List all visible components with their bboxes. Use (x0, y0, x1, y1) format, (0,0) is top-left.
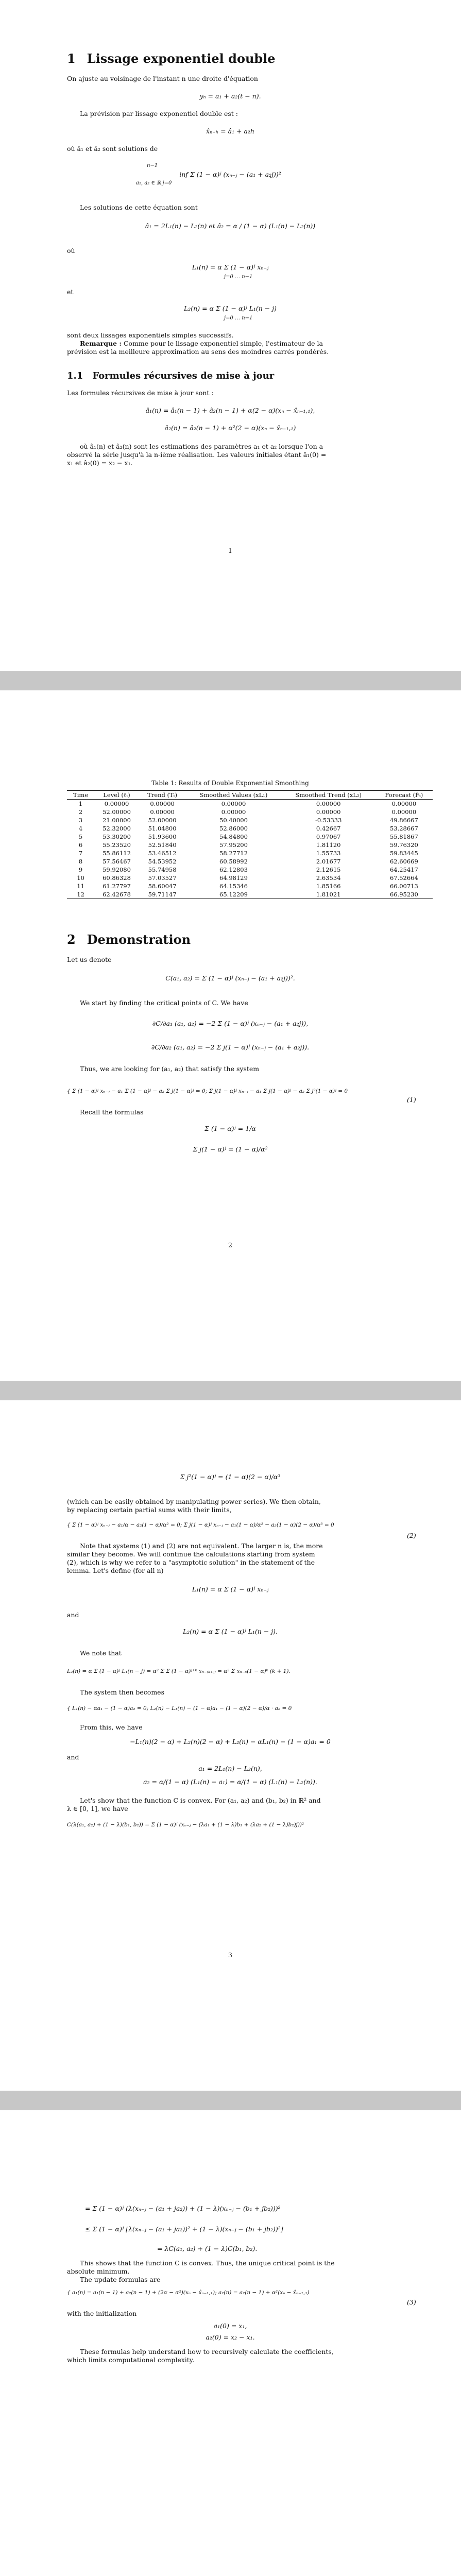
equation-recursive-1: â₁(n) = â₁(n − 1) + â₂(n − 1) + α(2 − α)(xₙ − x̂ₙ₋₁,₁), (145, 406, 315, 414)
table-cell: 0.97067 (316, 833, 341, 840)
equation-system-1: { Σ (1 − α)ʲ xₙ₋ⱼ − a₁ Σ (1 − α)ʲ − a₂ Σ j(1 − α)ʲ = 0; Σ j(1 − α)ʲ xₙ₋ⱼ − a₁ Σ j(1 − α)ʲ − a₂ Σ j²(1 − α)ʲ = 0 (67, 1088, 348, 1094)
equation-recall-1: Σ (1 − α)ʲ = 1/α (204, 1125, 256, 1132)
table-cell: 49.86667 (389, 817, 418, 824)
equation-dC2: ∂C/∂a₂ (a₁, a₂) = −2 Σ j(1 − α)ʲ (xₙ₋ⱼ − (a₁ + a₂j)). (151, 1043, 310, 1051)
table-cell: 51.93600 (148, 833, 177, 840)
table-cell: 1.55733 (316, 850, 341, 857)
forecast-intro: La prévision par lissage exponentiel double est : (80, 110, 238, 117)
table-row (67, 866, 433, 874)
table-cell: 59.83445 (389, 850, 418, 857)
table-cell: 52.51840 (148, 841, 177, 849)
note-line-1: Note that systems (1) and (2) are not equivalent. The larger n is, the more (80, 1542, 323, 1550)
table-row (67, 824, 433, 833)
equation-L1: L₁(n) = α Σ (1 − α)ʲ xₙ₋ⱼ (192, 263, 269, 271)
equation-inf: inf Σ (1 − α)ʲ (xₙ₋ⱼ − (a₁ + a₂j))² (179, 171, 281, 178)
equation-system-3: { L₁(n) − αa₁ − (1 − α)a₂ = 0; L₂(n) − L₁(n) − (1 − α)a₁ − (1 − α)(2 − α)/α · a₂ = 0 (67, 1705, 292, 1711)
table-cell: 62.60669 (389, 858, 418, 865)
final-line-2: which limits computational complexity. (67, 2356, 195, 2364)
section-heading-1: 1 Lissage exponentiel double (67, 51, 276, 66)
table-header-cell: Smoothed Values (xL₁) (185, 791, 281, 800)
table-cell: 52.86000 (219, 825, 248, 832)
table-row (67, 800, 433, 808)
table-header-cell: Forecast (F̂ₜ) (375, 791, 433, 800)
page-3 (0, 1400, 461, 2091)
system-line: Thus, we are looking for (a₁, a₂) that satisfy the system (80, 1065, 260, 1073)
table-cell: 54.84800 (219, 833, 248, 840)
table-cell: 66.95230 (375, 890, 433, 899)
table-cell: 0.00000 (391, 808, 417, 816)
table-row (67, 849, 433, 857)
table-cell: 9 (78, 866, 83, 873)
equation-square-sum: Σ j²(1 − α)ʲ = (1 − α)(2 − α)/α³ (180, 1473, 281, 1481)
table-cell: 57.03527 (148, 874, 177, 882)
table-cell: 0.00000 (221, 808, 246, 816)
table-cell: 55.23520 (103, 841, 131, 849)
remark-line-3: prévision est la meilleure approximation au sens des moindres carrés pondérés. (67, 348, 329, 355)
table-cell: 53.30200 (103, 833, 131, 840)
table-cell: 50.40000 (219, 817, 248, 824)
equation-convex-step-1: = Σ (1 − α)ʲ (λ(xₙ₋ⱼ − (a₁ + ja₂)) + (1 − λ)(xₙ₋ⱼ − (b₁ + jb₂)))² (85, 2205, 281, 2212)
table-cell: 64.98129 (219, 874, 248, 882)
table-cell: 2.63534 (316, 874, 341, 882)
convex-line-1: Let's show that the function C is convex. For (a₁, a₂) and (b₁, b₂) in ℝ² and (80, 1797, 321, 1804)
page-2 (0, 690, 461, 1381)
solutions-intro: où â₁ et â₂ sont solutions de (67, 145, 158, 152)
table-cell: 51.04800 (148, 825, 177, 832)
continuation-2: by replacing certain partial sums with their limits, (67, 1506, 232, 1514)
recursive-note-1: où â₁(n) et â₂(n) sont les estimations des paramètres a₁ et a₂ lorsque l'on a (80, 443, 323, 450)
equation-from: −L₁(n)(2 − α) + L₂(n)(2 − α) + L₂(n) − αL₁(n) − (1 − α)a₁ = 0 (130, 1738, 331, 1745)
results-table (67, 790, 433, 899)
equation-line: yₙ = a₁ + a₂(t − n). (199, 92, 261, 100)
equation-system-2: { Σ (1 − α)ʲ xₙ₋ⱼ − a₁/α − a₂(1 − α)/α² = 0; Σ j(1 − α)ʲ xₙ₋ⱼ − a₁(1 − α)/α² − a₂(1 − α)(2 − α)/α³ = 0 (67, 1522, 334, 1528)
recall-line: Recall the formulas (80, 1108, 144, 1116)
table-cell: 1.81120 (316, 841, 341, 849)
table-cell: 2.01677 (316, 858, 341, 865)
equation-tag-1: (1) (407, 1096, 416, 1104)
table-cell: 55.86112 (103, 850, 131, 857)
table-cell: 59.92080 (103, 866, 131, 873)
table-row (67, 874, 433, 882)
update-line: The update formulas are (80, 2276, 161, 2283)
table-cell: 64.25417 (389, 866, 418, 873)
note-line-3: (2), which is why we refer to a "asymptotic solution" in the statement of the (67, 1558, 315, 1566)
equation-L2: L₂(n) = α Σ (1 − α)ʲ L₁(n − j) (183, 304, 277, 312)
table-row (67, 808, 433, 816)
table-cell: 66.00713 (389, 883, 418, 890)
equation-convex: C(λ(a₁, a₂) + (1 − λ)(b₁, b₂)) = Σ (1 − α)ʲ (xₙ₋ⱼ − (λa₁ + (1 − λ)b₁ + (λa₂ + (1 − λ)b₂)j))² (67, 1822, 304, 1828)
table-cell: 6 (78, 841, 83, 849)
equation-solutions: â₁ = 2L₁(n) − L₂(n) et â₂ = α / (1 − α) (L₁(n) − L₂(n)) (145, 222, 316, 230)
table-cell: 52.32000 (103, 825, 131, 832)
equation-tag-3: (3) (407, 2298, 416, 2306)
table-cell: 8 (78, 858, 83, 865)
equation-a1: a₁ = 2L₁(n) − L₂(n), (198, 1765, 262, 1772)
table-row (67, 833, 433, 841)
equation-tag-2: (2) (407, 1532, 416, 1539)
table-cell: 67.52664 (389, 874, 418, 882)
note-line-4: lemma. Let's define (for all n) (67, 1567, 164, 1574)
table-caption: Table 1: Results of Double Exponential Smoothing (151, 779, 309, 787)
table-cell: 60.86328 (103, 874, 131, 882)
table-cell: 60.58992 (219, 858, 248, 865)
final-line-1: These formulas help understand how to recursively calculate the coefficients, (80, 2348, 334, 2355)
table-header-cell: Smoothed Trend (xL₂) (282, 791, 375, 800)
table-cell: 62.42678 (94, 890, 139, 899)
let-denote: Let us denote (67, 956, 112, 963)
table-cell: 1.85166 (316, 883, 341, 890)
shows-line-2: absolute minimum. (67, 2267, 130, 2275)
page-1 (0, 0, 461, 671)
convex-line-2: λ ∈ [0, 1], we have (67, 1805, 128, 1812)
table-cell: 53.28667 (389, 825, 418, 832)
word-and-1: and (67, 1611, 79, 1619)
page-number-3: 3 (228, 1951, 232, 1959)
word-et: et (67, 288, 74, 296)
table-cell: 2.12615 (316, 866, 341, 873)
table-cell: 64.15346 (219, 883, 248, 890)
table-cell: 59.71147 (139, 890, 186, 899)
table-cell: 58.27712 (219, 850, 248, 857)
table-cell: 61.27797 (103, 883, 131, 890)
solutions-line: Les solutions de cette équation sont (80, 204, 198, 211)
equation-inf-lower: a₁, a₂ ∈ ℝ j=0 (136, 180, 172, 186)
equation-L1-def: L₁(n) = α Σ (1 − α)ʲ xₙ₋ⱼ (192, 1585, 269, 1593)
page-4 (0, 2110, 461, 2576)
table-cell: 59.76320 (389, 841, 418, 849)
remark-label: Remarque : (80, 340, 122, 347)
table-cell: 5 (78, 833, 83, 840)
table-row (67, 816, 433, 824)
table-cell: 0.00000 (221, 800, 246, 807)
table-cell: 0.00000 (150, 808, 175, 816)
table-cell: 54.53952 (148, 858, 177, 865)
table-cell: 52.00000 (148, 817, 177, 824)
table-cell: 1 (78, 800, 83, 807)
continuation-1: (which can be easily obtained by manipulating power series). We then obtain, (67, 1498, 321, 1505)
equation-recursive-2: â₂(n) = â₂(n − 1) + α²(2 − α)(xₙ − x̂ₙ₋₁,₁) (164, 424, 296, 432)
table-cell: 21.00000 (103, 817, 131, 824)
table-cell: 53.46512 (148, 850, 177, 857)
table-header-cell: Trend (Tₜ) (139, 791, 186, 800)
table-cell: 0.00000 (150, 800, 175, 807)
equation-inf-upper: n−1 (147, 163, 158, 168)
equation-L2-def: L₂(n) = α Σ (1 − α)ʲ L₁(n − j). (183, 1628, 278, 1635)
table-cell: 0.00000 (316, 808, 341, 816)
from-this: From this, we have (80, 1723, 143, 1731)
table-cell: 0.00000 (391, 800, 417, 807)
table-cell: 55.74958 (148, 866, 177, 873)
table-cell: 58.60047 (148, 883, 177, 890)
table-cell: 57.95200 (219, 841, 248, 849)
note-line-2: similar they become. We will continue the calculations starting from system (67, 1550, 315, 1558)
table-header-row (67, 791, 433, 800)
init-line: with the initialization (67, 2310, 137, 2317)
table-cell: 52.00000 (103, 808, 131, 816)
sum-range-L2: j=0 … n−1 (224, 315, 253, 321)
critical-line: We start by finding the critical points of C. We have (80, 999, 248, 1007)
equation-convex-step-2: ≤ Σ (1 − α)ʲ [λ(xₙ₋ⱼ − (a₁ + ja₂))² + (1 − λ)(xₙ₋ⱼ − (b₁ + jb₂))²] (85, 2225, 283, 2233)
table-row (67, 882, 433, 890)
table-cell: 11 (77, 883, 84, 890)
table-header-cell: Level (ℓₜ) (94, 791, 139, 800)
section-heading-2: 2 Demonstration (67, 932, 191, 947)
table-cell: 2 (78, 808, 83, 816)
equation-C: C(a₁, a₂) = Σ (1 − α)ʲ (xₙ₋ⱼ − (a₁ + a₂j))². (165, 974, 295, 982)
table-cell: 4 (78, 825, 83, 832)
remark-line-2: Remarque : Comme pour le lissage exponentiel simple, l'estimateur de la (80, 340, 323, 347)
table-cell: -0.53333 (315, 817, 342, 824)
equation-a2: a₂ = α/(1 − α) (L₁(n) − a₁) = α/(1 − α) (L₁(n) − L₂(n)). (143, 1778, 317, 1786)
table-cell: 12 (67, 890, 94, 899)
recursive-note-2: observé la série jusqu'à la n-ième réalisation. Les valeurs initiales étant â₁(0) = (67, 451, 327, 459)
intro-text: On ajuste au voisinage de l'instant n une droite d'équation (67, 75, 258, 82)
table-cell: 65.12209 (185, 890, 281, 899)
remark-line-1: sont deux lissages exponentiels simples successifs. (67, 331, 234, 339)
table-cell: 0.00000 (316, 800, 341, 807)
table-row (67, 890, 433, 899)
table-cell: 1.81021 (282, 890, 375, 899)
equation-dC1: ∂C/∂a₁ (a₁, a₂) = −2 Σ (1 − α)ʲ (xₙ₋ⱼ − (a₁ + a₂j)), (152, 1020, 309, 1027)
table-cell: 0.00000 (104, 800, 129, 807)
recursive-note-3: x₁ et â₂(0) = x₂ − x₁. (67, 459, 133, 467)
equation-L2-expansion: L₂(n) = α Σ (1 − α)ʲ L₁(n − j) = α² Σ Σ (1 − α)ʲ⁺ᵏ xₙ₋₍ₖ₊ⱼ₎ = α² Σ xₙ₋ₖ(1 − α)ᵏ (k + 1). (67, 1668, 291, 1674)
subsection-heading: 1.1 Formules récursives de mise à jour (67, 370, 275, 381)
table-cell: 10 (77, 874, 84, 882)
word-ou: où (67, 247, 75, 255)
sum-range-L1: j=0 … n−1 (224, 274, 253, 280)
shows-line-1: This shows that the function C is convex. Thus, the unique critical point is the (80, 2259, 335, 2267)
recursive-intro: Les formules récursives de mise à jour sont : (67, 389, 214, 397)
system-becomes: The system then becomes (80, 1688, 164, 1696)
table-cell: 62.12803 (219, 866, 248, 873)
table-cell: 7 (78, 850, 83, 857)
page-number-1: 1 (228, 547, 232, 554)
page-number-2: 2 (228, 1241, 232, 1249)
table-row (67, 841, 433, 849)
equation-forecast: x̂ₙ₊ₕ = â₁ + a₂h (206, 127, 254, 135)
equation-convex-step-3: = λC(a₁, a₂) + (1 − λ)C(b₁, b₂). (157, 2245, 258, 2252)
equation-recall-2: Σ j(1 − α)ʲ = (1 − α)/α² (193, 1145, 268, 1153)
equation-init-2: a₂(0) = x₂ − x₁. (206, 2333, 255, 2341)
equation-update: { a₁(n) = a₁(n − 1) + a₂(n − 1) + (2α − α²)(xₙ − x̂ₙ₋₁,₁); a₂(n) = a₂(n − 1) + α²(xₙ − x̂ₙ₋₁,₁) (67, 2290, 310, 2296)
table-row (67, 857, 433, 866)
equation-init-1: a₁(0) = x₁, (213, 2322, 247, 2330)
table-cell: 55.81867 (389, 833, 418, 840)
table-header-cell: Time (67, 791, 94, 800)
we-note: We note that (80, 1649, 122, 1657)
word-and-2: and (67, 1753, 79, 1761)
table-cell: 57.56467 (103, 858, 131, 865)
table-cell: 0.42667 (316, 825, 341, 832)
table-cell: 3 (78, 817, 83, 824)
